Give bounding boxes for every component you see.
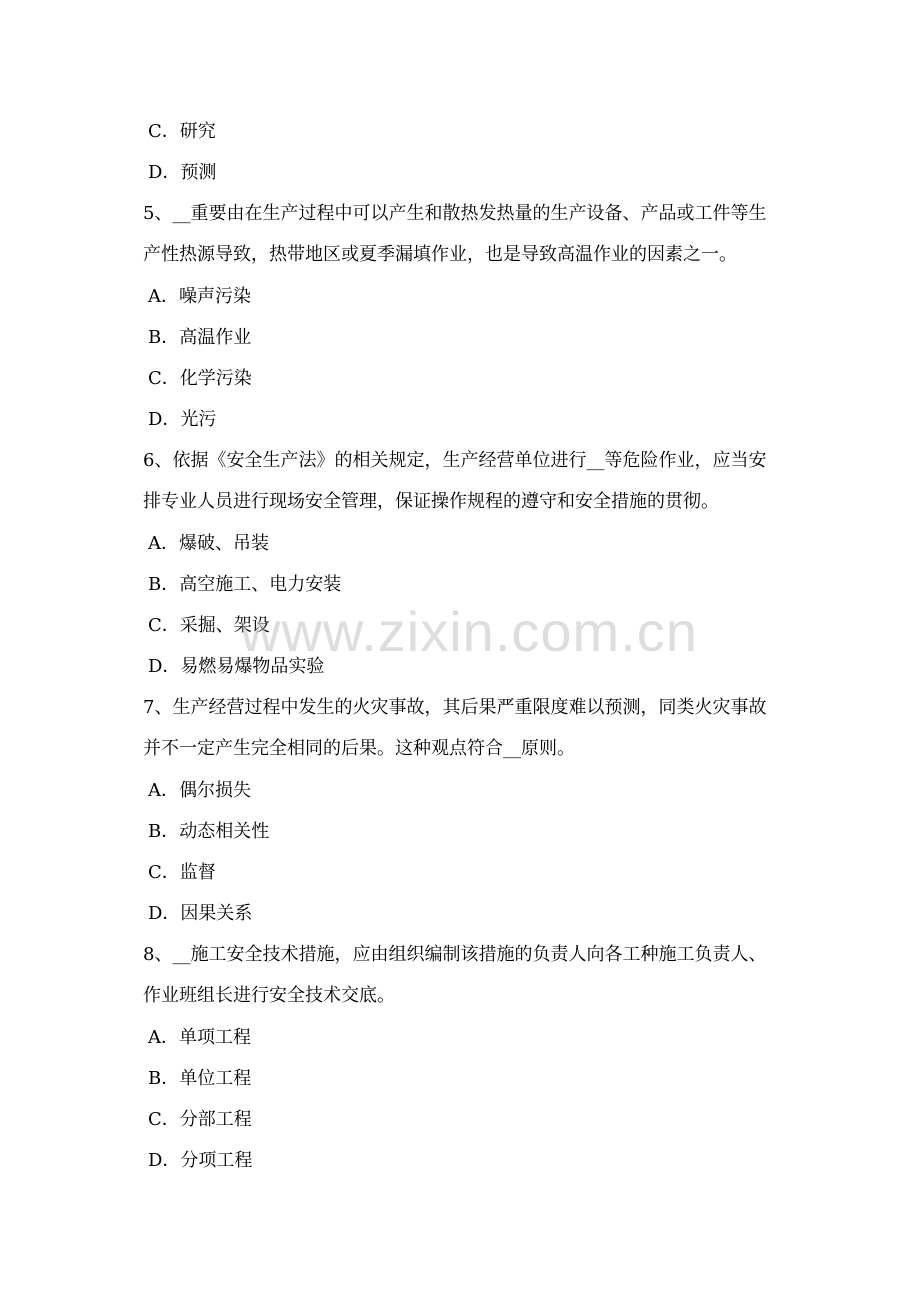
question-5-option-d: D．光污 — [148, 409, 217, 430]
question-6-option-a: A．爆破、吊装 — [148, 533, 269, 554]
question-5-option-b: B．高温作业 — [148, 327, 252, 348]
question-5-option-c: C．化学污染 — [148, 368, 252, 389]
question-5-line-1: 5、__重要由在生产过程中可以产生和散热发热量的生产设备、产品或工件等生 — [143, 203, 767, 224]
question-8-line-2: 作业班组长进行安全技术交底。 — [143, 985, 395, 1006]
question-7-option-d: D．因果关系 — [148, 903, 253, 924]
question-8-option-a: A．单项工程 — [148, 1027, 251, 1048]
question-7-option-c: C．监督 — [148, 862, 216, 883]
option-c-prev: C．研究 — [148, 121, 216, 142]
question-8-option-c: C．分部工程 — [148, 1109, 252, 1130]
question-5-option-a: A．噪声污染 — [148, 286, 251, 307]
question-6-line-1: 6、依据《安全生产法》的相关规定，生产经营单位进行__等危险作业，应当安 — [143, 450, 767, 471]
question-8-line-1: 8、__施工安全技术措施，应由组织编制该措施的负责人向各工种施工负责人、 — [143, 944, 767, 965]
question-6-option-c: C．采掘、架设 — [148, 615, 270, 636]
question-5-line-2: 产性热源导致，热带地区或夏季漏填作业，也是导致高温作业的因素之一。 — [143, 244, 737, 265]
question-8-option-b: B．单位工程 — [148, 1068, 252, 1089]
question-6-option-d: D．易燃易爆物品实验 — [148, 656, 325, 677]
question-8-option-d: D．分项工程 — [148, 1150, 253, 1171]
question-7-option-a: A．偶尔损失 — [148, 780, 251, 801]
question-7-line-2: 并不一定产生完全相同的后果。这种观点符合__原则。 — [143, 738, 575, 759]
question-7-option-b: B．动态相关性 — [148, 821, 270, 842]
option-d-prev: D．预测 — [148, 162, 217, 183]
question-6-line-2: 排专业人员进行现场安全管理，保证操作规程的遵守和安全措施的贯彻。 — [143, 491, 719, 512]
watermark: www.zixin.com.cn — [240, 600, 698, 663]
question-7-line-1: 7、生产经营过程中发生的火灾事故，其后果严重限度难以预测，同类火灾事故 — [143, 697, 767, 718]
question-6-option-b: B．高空施工、电力安装 — [148, 574, 342, 595]
